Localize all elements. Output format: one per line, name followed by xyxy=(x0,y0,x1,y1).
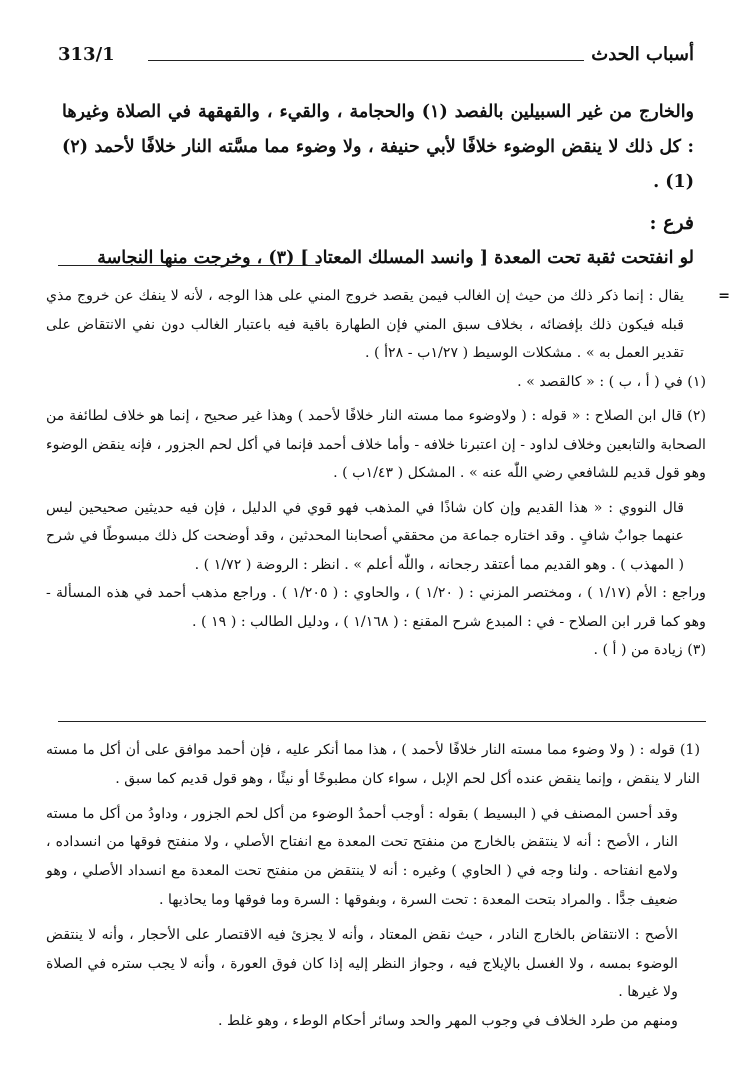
main-paragraph-2: لو انفتحت ثقبة تحت المعدة [ وانسد المسلك المعتاد ] (٣) ، وخرجت منها النجاسة xyxy=(97,248,694,268)
footnote-2-references: وراجع : الأم (١/١٧ ) ، ومختصر المزني : ( ١/٢٠ ) ، والحاوي : ( ١/٢٠٥ ) . وراجع مذهب أحمد في هذه المسألة - وهو كما قرر ابن الصلاح - في : المبدع شرح المقنع : ( ١/١٦٨ ) ، ودليل الطالب : ( ١٩ ) . xyxy=(46,585,706,630)
author-footnote-1: (1) قوله : ( ولا وضوء مما مسته النار خلافًا لأحمد ) ، هذا مما أنكر عليه ، فإن أحمد موافق على أن أكل ما مسته النار لا ينقض ، وإنما ينقض عنده أكل لحم الإبل ، سواء كان مطبوخًا أو نيئًا ، وهو قول قديم كما سبق . xyxy=(46,742,700,787)
page-number: 313/1 xyxy=(58,44,115,65)
continuation-mark: = xyxy=(718,288,730,304)
footnote-3: (٣) زيادة من ( أ ) . xyxy=(593,642,706,658)
main-text xyxy=(62,95,694,276)
header-rule xyxy=(148,60,584,61)
editor-footnotes xyxy=(46,282,730,665)
author-footnote-3: الأصح : الانتقاض بالخارج النادر ، حيث نقض المعتاد ، وأنه لا يجزئ فيه الاقتصار على الأحجار ، وأنه لا ينتقض الوضوء بمسه ، ولا الغسل بالإيلاج فيه ، وجواز النظر إليه إذا كان فوق العورة ، وأنه لا يجب ستره في الصلاة ولا غيرها . xyxy=(46,926,678,1001)
footnote-1: (١) في ( أ ، ب ) : « كالقصد » . xyxy=(517,373,706,390)
author-footnotes xyxy=(46,736,700,1036)
author-footnote-2: وقد أحسن المصنف في ( البسيط ) بقوله : أوجب أحمدُ الوضوء من أكل لحم الجزور ، وداودُ من أكل ما مسته النار ، الأصح : أنه لا ينتقض بالخارج من منفتح تحت المعدة مع انفتاح الأصلي ، ولا منفتح فوقها من انسداده ، ولامع انفتاحه . ولنا وجه في ( الحاوي ) وغيره : أنه لا ينتقض من منفتح تحت المعدة مع انسداد الأصلي ، وهو ضعيف جدًّا . والمراد بتحت المعدة : تحت السرة ، وبفوقها : السرة وما فوقها وما يحاذيها . xyxy=(46,805,678,908)
page-header xyxy=(58,44,694,74)
main-paragraph-1: والخارج من غير السبيلين بالفصد (١) والحجامة ، والقيء ، والقهقهة في الصلاة وغيرها : كل ذلك لا ينقض الوضوء خلافًا لأبي حنيفة ، ولا وضوء مما مسَّته النار خلافًا لأحمد (٢) (1) . xyxy=(62,102,695,192)
footnote-separator-short xyxy=(58,265,320,266)
running-title: أسباب الحدث xyxy=(591,44,694,65)
footnote-separator-long xyxy=(58,721,706,722)
far-heading: فرع : xyxy=(649,212,694,234)
footnote-2: (٢) قال ابن الصلاح : « قوله : ( ولاوضوء مما مسته النار خلافًا لأحمد ) وهذا غير صحيح ، إنما هو خلاف لطائفة من الصحابة والتابعين وخلاف لداود - إن اعتبرنا خلافه - وأما خلاف أحمد فإنما في أكل لحم الجزور ، فإنه ينقض الوضوء وهو قول قديم للشافعي رضي اللّٰه عنه » . المشكل ( ١/٤٣ب ) . xyxy=(46,408,706,481)
footnote-continuation: يقال : إنما ذكر ذلك من حيث إن الغالب فيمن يقصد خروج المني على هذا الوجه ، لأنه لا ينفك عن خروج مذي قبله فيكون ذلك بإفضائه ، بخلاف سبق المني فإن الطهارة باقية فيه باعتبار الغالب دون نفي الانتقاض على تقدير العمل به » . مشكلات الوسيط ( ١/٢٧ب - ٢٨أ ) . xyxy=(46,288,684,361)
author-footnote-4: ومنهم من طرد الخلاف في وجوب المهر والحد وسائر أحكام الوطء ، وهو غلط . xyxy=(218,1013,678,1030)
footnote-2-nawawi: قال النووي : « هذا القديم وإن كان شاذًا في المذهب فهو قوي في الدليل ، فإن فيه حديثين صحيحين ليس عنهما جوابٌ شافٍ . وقد اختاره جماعة من محققي أصحابنا المحدثين ، وقد أوضحت كل ذلك مبسوطًا في شرح ( المهذب ) . وهو القديم مما أعتقد رجحانه ، واللّٰه أعلم » . انظر : الروضة ( ١/٧٢ ) . xyxy=(46,499,684,573)
